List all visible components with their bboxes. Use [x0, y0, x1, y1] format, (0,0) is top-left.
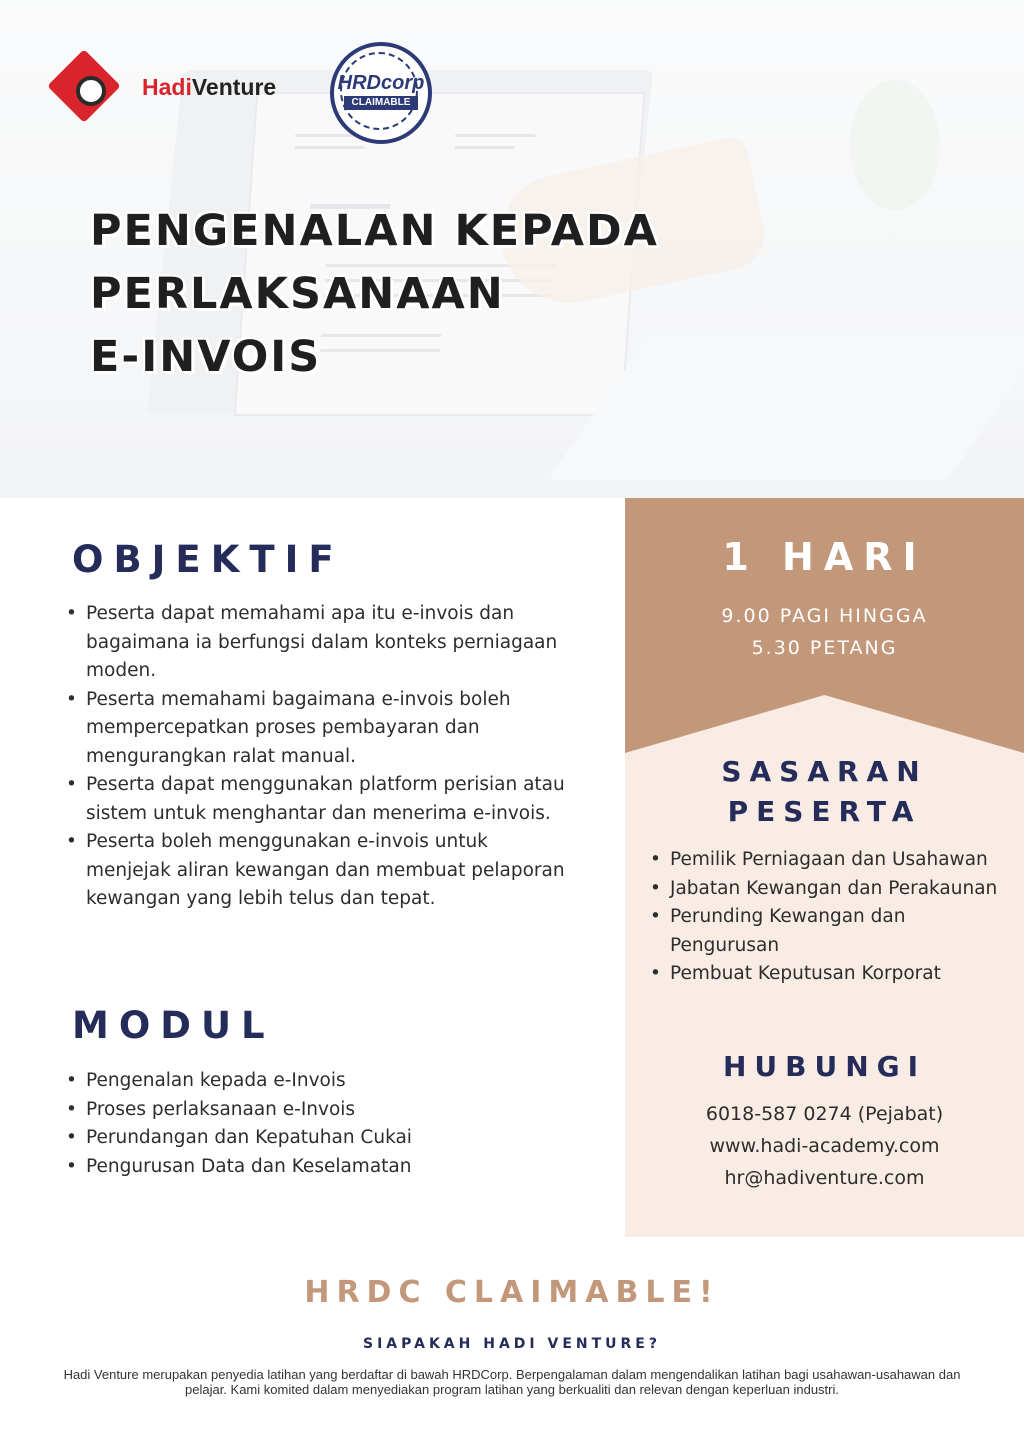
website-link[interactable]: www.hadi-academy.com [709, 1135, 940, 1157]
modul-list [66, 1067, 566, 1181]
phone-number[interactable]: 6018-587 0274 (Pejabat) [705, 1103, 944, 1125]
time-range: 9.00 PAGI HINGGA 5.30 PETANG [721, 605, 928, 659]
contact-details [625, 1098, 1024, 1194]
list-item: • Peserta dapat memahami apa itu e-invois dan bagaimana ia berfungsi dalam konteks perniagaan moden. [66, 600, 576, 686]
list-item: • Proses perlaksanaan e-Invois [66, 1096, 566, 1125]
badge-main-text: HRDcorp [337, 72, 425, 94]
list-item: • Pemilik Perniagaan dan Usahawan [650, 846, 1020, 875]
sasaran-list [650, 846, 1020, 989]
badge-strip-text: CLAIMABLE [344, 96, 418, 110]
logo-wordmark: HadiVenture [142, 74, 277, 100]
hadiventure-logo [58, 52, 298, 122]
hrdcorp-claimable-badge [330, 42, 432, 144]
list-item: • Perundangan dan Kepatuhan Cukai [66, 1124, 566, 1153]
hubungi-heading: HUBUNGI [722, 1050, 927, 1083]
list-item: • Pembuat Keputusan Korporat [650, 960, 1020, 989]
email-link[interactable]: hr@hadiventure.com [724, 1167, 925, 1189]
about-text: Hadi Venture merupakan penyedia latihan yang berdaftar di bawah HRDCorp. Berpengalaman dalam mengendalikan latihan bagi usahawan-usahawan dan pelajar. Kami komited dalam menyediakan program latihan yang berkualiti dan relevan dengan keperluan industri. [63, 1367, 961, 1397]
modul-heading: MODUL [72, 1004, 275, 1047]
hrdc-claimable-heading: HRDC CLAIMABLE! [304, 1275, 720, 1310]
list-item: • Peserta memahami bagaimana e-invois boleh mempercepatkan proses pembayaran dan mengurangkan ralat manual. [66, 686, 576, 772]
list-item: • Peserta boleh menggunakan e-invois untuk menjejak aliran kewangan dan membuat pelaporan kewangan yang lebih telus dan tepat. [66, 828, 576, 914]
page-title: PENGENALAN KEPADA PERLAKSANAAN E-INVOIS [90, 206, 659, 382]
about-heading: SIAPAKAH HADI VENTURE? [363, 1336, 661, 1352]
list-item: • Jabatan Kewangan dan Perakaunan [650, 875, 1020, 904]
sasaran-heading: SASARAN PESERTA [721, 755, 928, 828]
list-item: • Pengenalan kepada e-Invois [66, 1067, 566, 1096]
list-item: • Peserta dapat menggunakan platform perisian atau sistem untuk menghantar dan menerima e-invois. [66, 771, 576, 828]
objektif-heading: OBJEKTIF [72, 538, 344, 581]
objektif-list [66, 600, 576, 914]
list-item: • Perunding Kewangan dan Pengurusan [650, 903, 1020, 960]
list-item: • Pengurusan Data dan Keselamatan [66, 1153, 566, 1182]
duration-heading: 1 HARI [722, 535, 927, 579]
logo-mark-icon [76, 76, 106, 106]
